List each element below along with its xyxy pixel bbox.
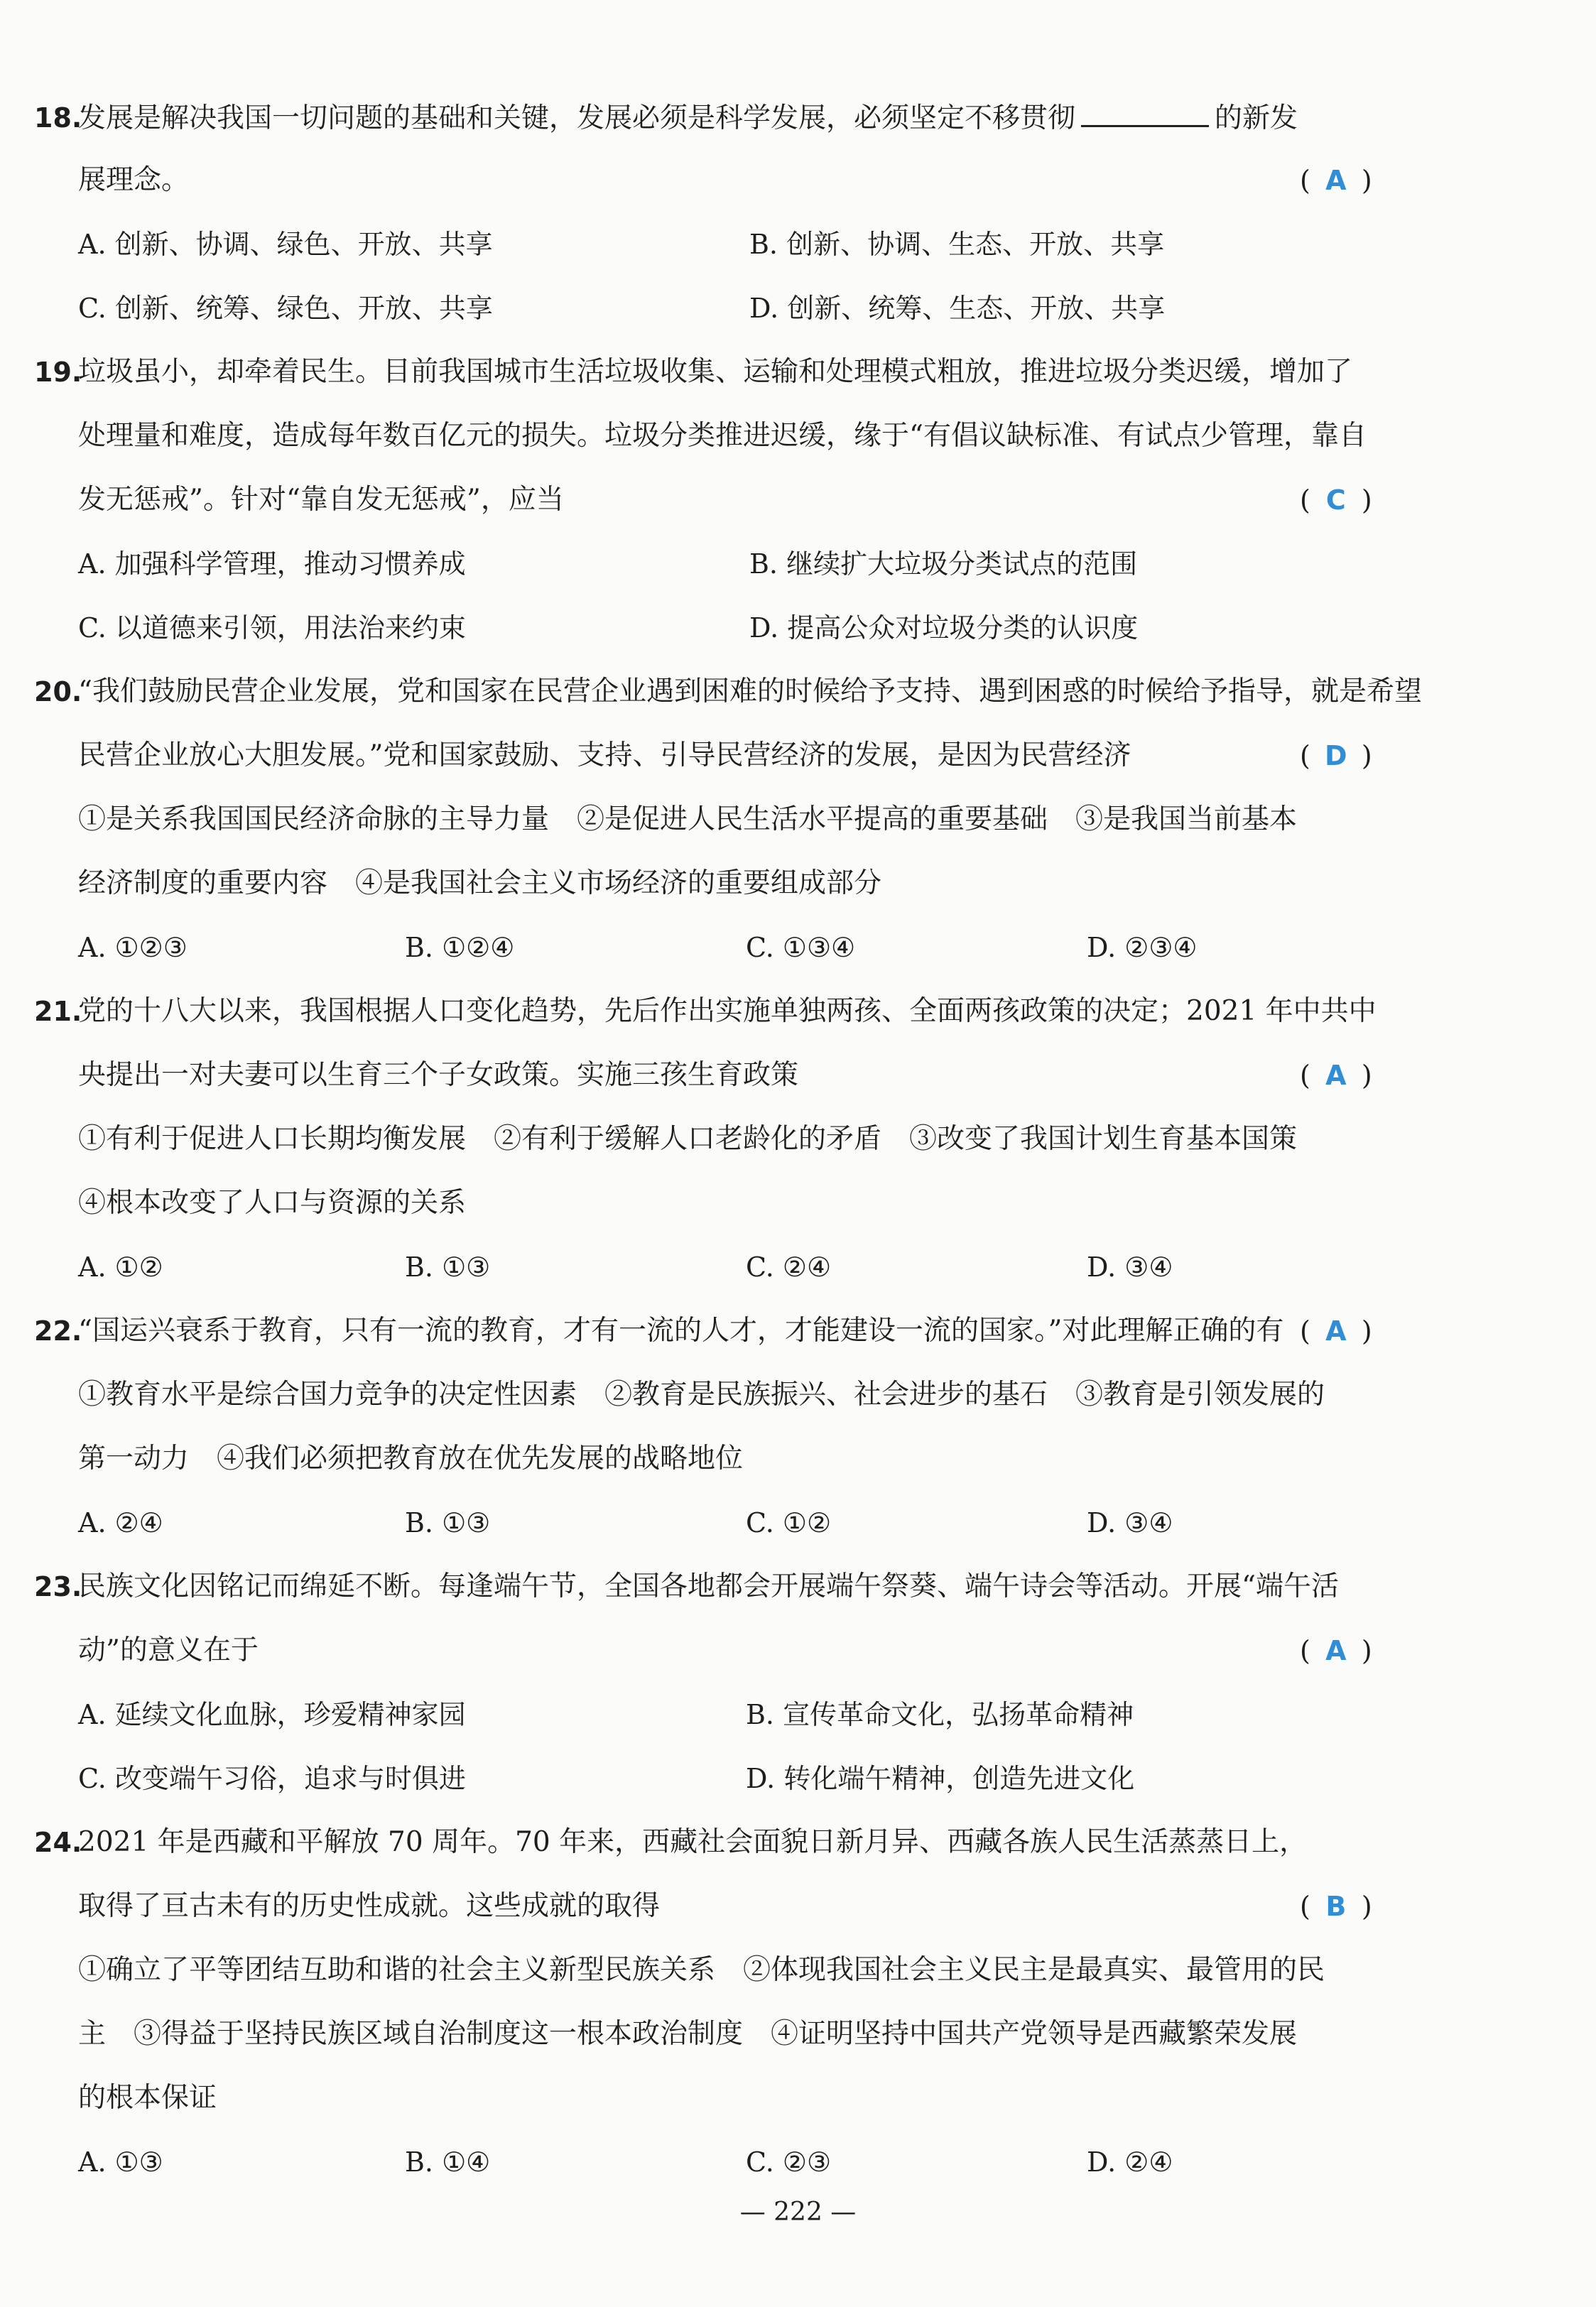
question-text-line: ①教育水平是综合国力竞争的决定性因素 ②教育是民族振兴、社会进步的基石 ③教育是引领发展的	[78, 1379, 1325, 1411]
question-text-line: “国运兴衰系于教育，只有一流的教育，才有一流的人才，才能建设一流的国家。”对此理解正确的有	[78, 1315, 1284, 1347]
option-b: B. ①③	[405, 1252, 491, 1283]
question-text-line: 党的十八大以来，我国根据人口变化趋势，先后作出实施单独两孩、全面两孩政策的决定；2021 年中共中	[78, 995, 1377, 1027]
question-text-line: 处理量和难度，造成每年数百亿元的损失。垃圾分类推进迟缓，缘于“有倡议缺标准、有试点少管理，靠自	[78, 420, 1367, 452]
option-d: D. 提高公众对垃圾分类的认识度	[749, 612, 1139, 644]
answer-bracket: ( C )	[1300, 482, 1372, 519]
question-text-line: 取得了亘古未有的历史性成就。这些成就的取得	[78, 1890, 661, 1922]
question-text-line: 主 ③得益于坚持民族区域自治制度这一根本政治制度 ④证明坚持中国共产党领导是西藏繁荣发展	[78, 2018, 1298, 2050]
option-b: B. 创新、协调、生态、开放、共享	[749, 229, 1165, 260]
question-text-line: 民营企业放心大胆发展。”党和国家鼓励、支持、引导民营经济的发展，是因为民营经济	[78, 739, 1131, 771]
question-text-line: 央提出一对夫妻可以生育三个子女政策。实施三孩生育政策	[78, 1059, 799, 1091]
answer-letter: C	[1325, 484, 1346, 516]
option-c: C. ①③④	[746, 932, 856, 963]
answer-bracket: ( B )	[1300, 1888, 1372, 1925]
option-d: D. ②④	[1087, 2146, 1173, 2178]
question-number: 19.	[34, 357, 82, 388]
option-c: C. ①②	[746, 1507, 832, 1538]
option-d: D. ②③④	[1087, 932, 1198, 963]
question-number: 24.	[34, 1827, 82, 1858]
question-text-line: ①确立了平等团结互助和谐的社会主义新型民族关系 ②体现我国社会主义民主是最真实、最管用的民	[78, 1954, 1325, 1986]
answer-bracket: ( A )	[1300, 1057, 1372, 1094]
question-text-line: 2021 年是西藏和平解放 70 周年。70 年来，西藏社会面貌日新月异、西藏各族人民生活蒸蒸日上，	[78, 1826, 1308, 1858]
question-number: 22.	[34, 1315, 82, 1347]
option-d: D. 创新、统筹、生态、开放、共享	[749, 293, 1166, 324]
option-a: A. ①②③	[78, 932, 188, 963]
option-c: C. 创新、统筹、绿色、开放、共享	[78, 293, 493, 324]
question-text-line: 的根本保证	[78, 2082, 217, 2114]
option-d: D. 转化端午精神，创造先进文化	[746, 1763, 1135, 1794]
option-b: B. 宣传革命文化，弘扬革命精神	[746, 1699, 1134, 1730]
answer-letter: A	[1325, 165, 1347, 196]
option-a: A. 创新、协调、绿色、开放、共享	[78, 229, 493, 260]
question-number: 20.	[34, 676, 82, 707]
option-c: C. ②④	[746, 1252, 832, 1283]
question-text-line: 发无惩戒”。针对“靠自发无惩戒”，应当	[78, 484, 564, 516]
option-c: C. 改变端午习俗，追求与时俱进	[78, 1763, 466, 1794]
option-c: C. 以道德来引领，用法治来约束	[78, 612, 466, 644]
question-text-line: 经济制度的重要内容 ④是我国社会主义市场经济的重要组成部分	[78, 867, 882, 899]
option-c: C. ②③	[746, 2146, 832, 2178]
answer-letter: B	[1325, 1891, 1347, 1922]
option-d: D. ③④	[1087, 1507, 1173, 1538]
answer-letter: A	[1325, 1635, 1347, 1666]
question-text-line: ①有利于促进人口长期均衡发展 ②有利于缓解人口老龄化的矛盾 ③改变了我国计划生育基本国策	[78, 1123, 1298, 1155]
question-text-line: ④根本改变了人口与资源的关系	[78, 1187, 467, 1219]
question-number: 18.	[34, 102, 82, 134]
question-number: 23.	[34, 1571, 82, 1602]
question-text-line: 动”的意义在于	[78, 1634, 259, 1666]
option-a: A. 延续文化血脉，珍爱精神家园	[78, 1699, 466, 1730]
option-a: A. ①③	[78, 2146, 163, 2178]
question-text-line: “我们鼓励民营企业发展，党和国家在民营企业遇到困难的时候给予支持、遇到困惑的时候给予指导，就是希望	[78, 675, 1422, 707]
question-text-line: ①是关系我国国民经济命脉的主导力量 ②是促进人民生活水平提高的重要基础 ③是我国当前基本	[78, 803, 1298, 835]
question-text-line: 发展是解决我国一切问题的基础和关键，发展必须是科学发展，必须坚定不移贯彻 的新发	[78, 99, 1298, 137]
answer-bracket: ( A )	[1300, 1313, 1372, 1350]
question-text-line: 民族文化因铭记而绵延不断。每逢端午节，全国各地都会开展端午祭葵、端午诗会等活动。开展“端午活	[78, 1570, 1339, 1602]
question-text-line: 第一动力 ④我们必须把教育放在优先发展的战略地位	[78, 1443, 744, 1475]
page-number: — 222 —	[739, 2198, 857, 2227]
option-b: B. 继续扩大垃圾分类试点的范围	[749, 548, 1138, 580]
question-number: 21.	[34, 996, 82, 1027]
answer-letter: A	[1325, 1060, 1347, 1091]
answer-blank	[1081, 99, 1209, 127]
option-a: A. ②④	[78, 1507, 163, 1538]
answer-letter: D	[1325, 740, 1347, 771]
option-a: A. 加强科学管理，推动习惯养成	[78, 548, 466, 580]
option-b: B. ①③	[405, 1507, 491, 1538]
option-b: B. ①②④	[405, 932, 515, 963]
option-a: A. ①②	[78, 1252, 163, 1283]
option-d: D. ③④	[1087, 1252, 1173, 1283]
answer-bracket: ( A )	[1300, 1632, 1372, 1669]
answer-bracket: ( D )	[1300, 737, 1372, 774]
question-text-line: 垃圾虽小，却牵着民生。目前我国城市生活垃圾收集、运输和处理模式粗放，推进垃圾分类迟缓，增加了	[78, 356, 1353, 388]
answer-letter: A	[1325, 1315, 1347, 1347]
option-b: B. ①④	[405, 2146, 491, 2178]
question-text-line: 展理念。	[78, 164, 190, 196]
answer-bracket: ( A )	[1300, 162, 1372, 199]
